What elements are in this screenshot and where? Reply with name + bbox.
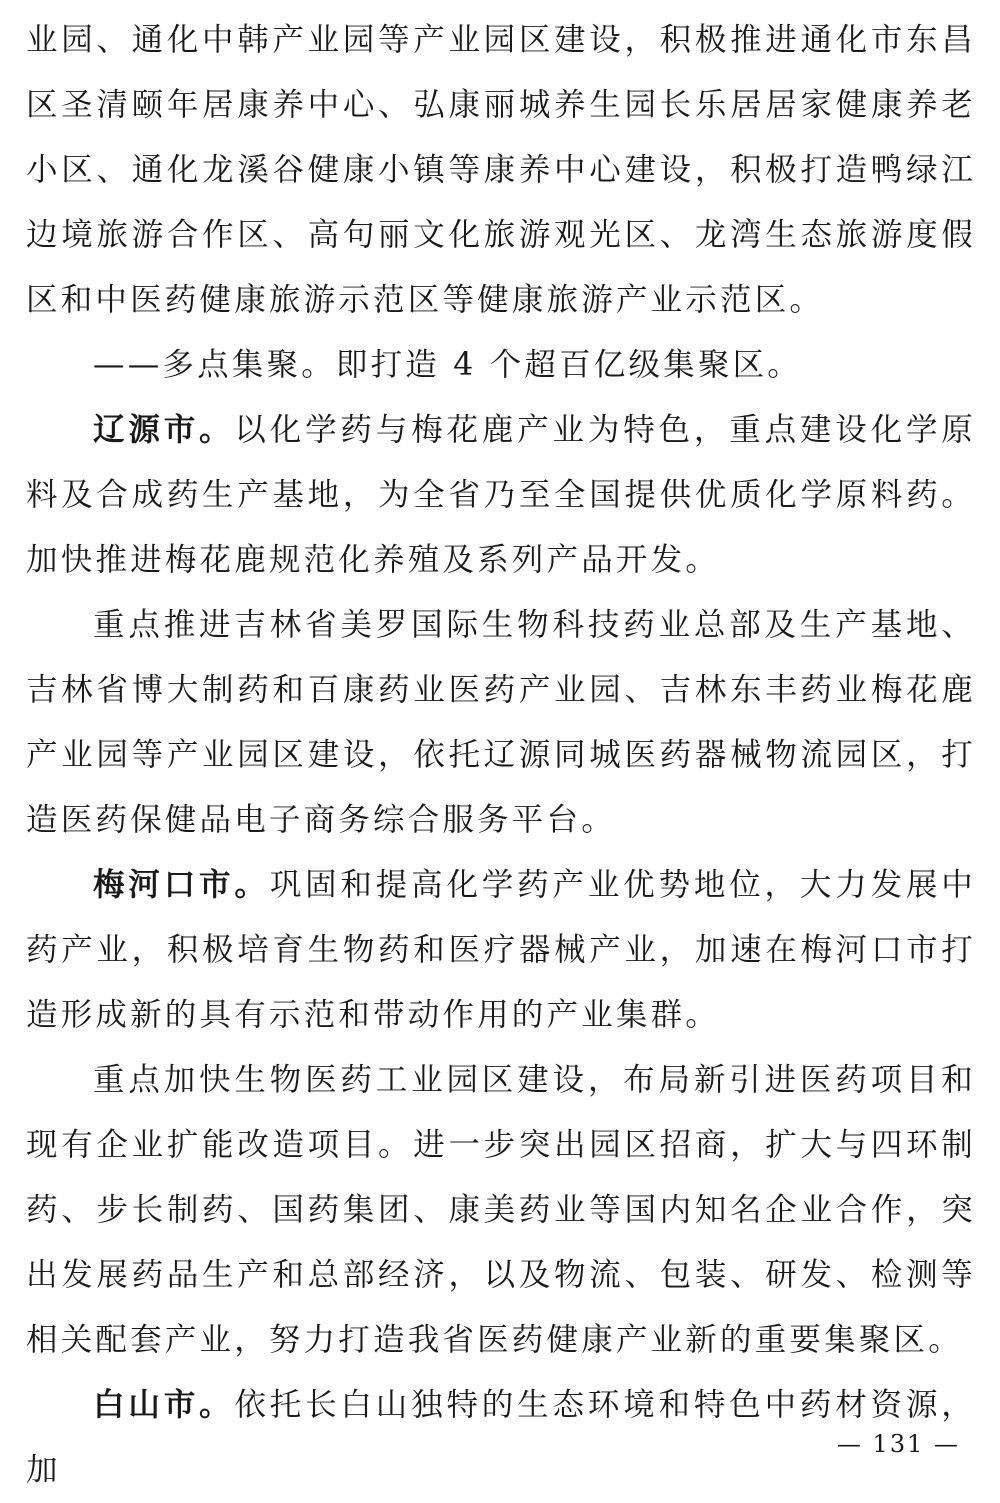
paragraph-4	[26, 593, 976, 853]
city-heading-liaoyuan: 辽源市。	[93, 412, 235, 448]
page-number: — 131 —	[836, 1430, 960, 1458]
paragraph-text: 重点推进吉林省美罗国际生物科技药业总部及生产基地、吉林省博大制药和百康药业医药产业园、吉林东丰药业梅花鹿产业园等产业园区建设，依托辽源同城医药器械物流园区，打造医药保健品电子商务综合服务平台。	[26, 607, 976, 838]
paragraph-text: 巩固和提高化学药产业优势地位，大力发展中药产业，积极培育生物药和医疗器械产业，加速在梅河口市打造形成新的具有示范和带动作用的产业集群。	[26, 867, 976, 1033]
paragraph-6	[26, 1048, 976, 1373]
paragraph-5	[26, 853, 976, 1048]
paragraph-2	[26, 333, 976, 398]
paragraph-text: 业园、通化中韩产业园等产业园区建设，积极推进通化市东昌区圣清颐年居康养中心、弘康丽城养生园长乐居居家健康养老小区、通化龙溪谷健康小镇等康养中心建设，积极打造鸭绿江边境旅游合作区、高句丽文化旅游观光区、龙湾生态旅游度假区和中医药健康旅游示范区等健康旅游产业示范区。	[26, 22, 976, 318]
paragraph-text: 重点加快生物医药工业园区建设，布局新引进医药项目和现有企业扩能改造项目。进一步突出园区招商，扩大与四环制药、步长制药、国药集团、康美药业等国内知名企业合作，突出发展药品生产和总部经济，以及物流、包装、研发、检测等相关配套产业，努力打造我省医药健康产业新的重要集聚区。	[26, 1062, 976, 1358]
paragraph-3	[26, 398, 976, 593]
city-heading-meihekou: 梅河口市。	[93, 867, 270, 903]
paragraph-1	[26, 8, 976, 333]
city-heading-baishan: 白山市。	[93, 1387, 235, 1423]
paragraph-text: 以化学药与梅花鹿产业为特色，重点建设化学原料及合成药生产基地，为全省乃至全国提供优质化学原料药。加快推进梅花鹿规范化养殖及系列产品开发。	[26, 412, 976, 578]
paragraph-text: ——多点集聚。即打造 4 个超百亿级集聚区。	[93, 347, 802, 383]
paragraph-7	[26, 1373, 976, 1503]
paragraph-text: 依托长白山独特的生态环境和特色中药材资源，加	[26, 1387, 976, 1488]
